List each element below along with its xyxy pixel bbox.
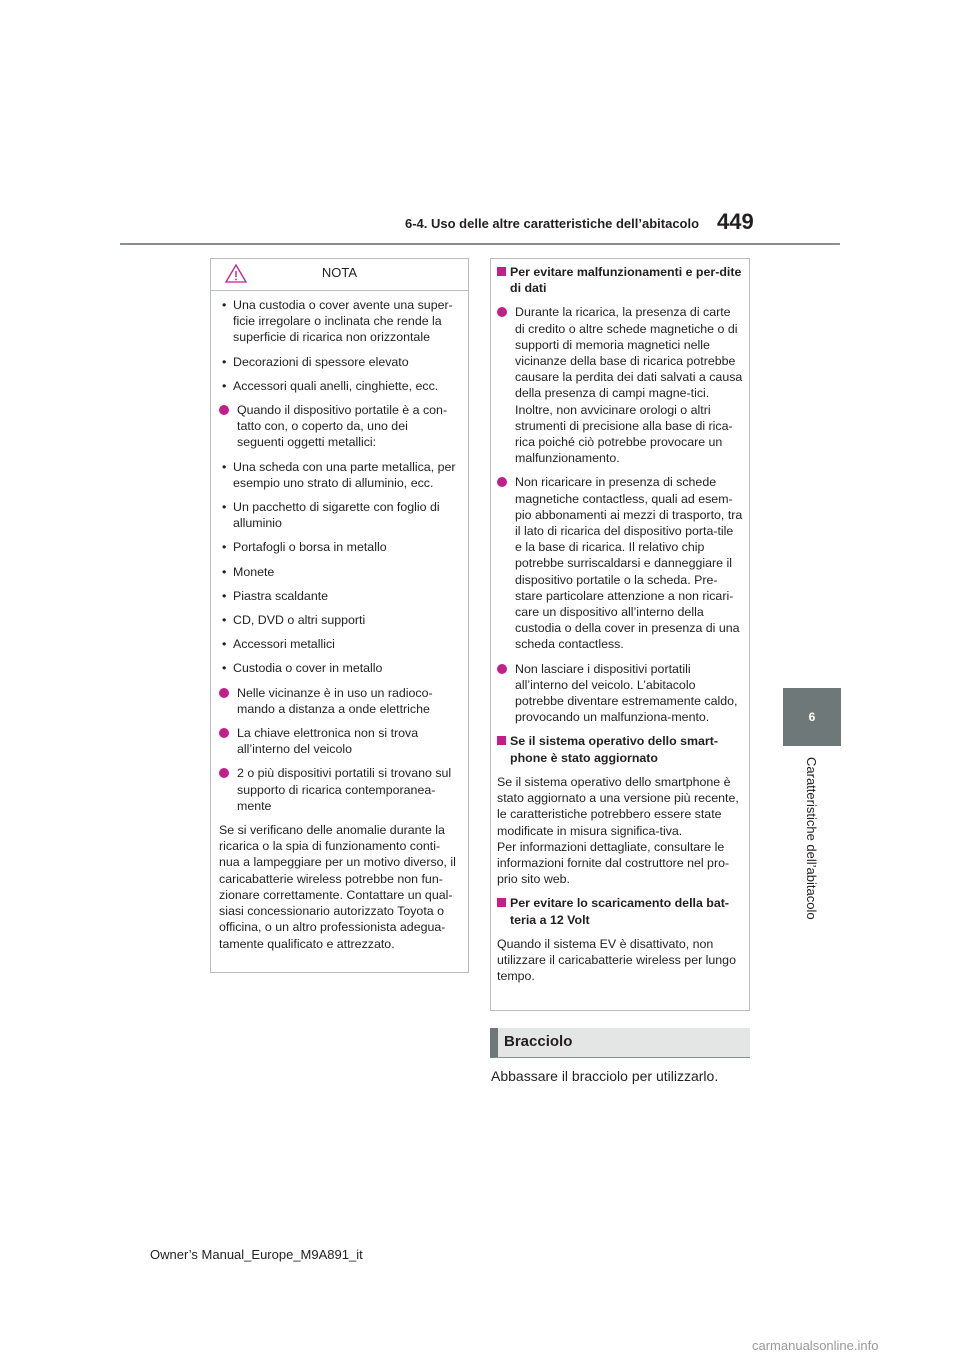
- note-heading: [211, 259, 468, 291]
- bullet-square-icon: [497, 736, 506, 745]
- armrest-instruction: Abbassare il bracciolo per utilizzarlo.: [491, 1068, 719, 1084]
- header-rule: [120, 243, 840, 245]
- list-item: • CD, DVD o altri supporti: [222, 613, 366, 628]
- bullet-circle-icon: [497, 477, 507, 487]
- paragraph: Quando il sistema EV è disattivato, non utilizzare il caricabatterie wireless per lungo tempo.: [497, 936, 736, 984]
- list-item: Quando il dispositivo portatile è a con-tatto con, o coperto da, uno dei seguenti oggetti metallici:: [219, 402, 456, 451]
- note-paragraph: Se si verificano delle anomalie durante la ricarica o la spia di funzionamento conti-nua a lampeggiare per un motivo diverso, il caricabatterie wireless potrebbe non fun-zionare correttamente. Contattare un qual-siasi concessionario autorizzato Toyota o officina, o un altro professionista adegua-tamente qualificato e attrezzato.: [219, 823, 456, 951]
- chapter-tab: [783, 688, 841, 746]
- bullet-circle-icon: [219, 405, 229, 415]
- section-heading-bracciolo: Bracciolo: [490, 1028, 750, 1058]
- bullet-square-icon: [497, 898, 506, 907]
- list-item: Durante la ricarica, la presenza di carte di credito o altre schede magnetiche o di supporti di memoria magnetici nelle vicinanze della base di ricarica potrebbe causare la perdita dei dati salvati a causa della presenza di campi magne-tici. Inoltre, non avvicinare orologi o altri strumenti di precisione alla base di rica-rica poiché ciò potrebbe provocare un malfunzionamento.: [497, 304, 743, 466]
- list-item: • Una custodia o cover avente una super-ficie irregolare o inclinata che rende la superficie di ricarica non orizzontale: [222, 298, 453, 345]
- caution-box: [490, 258, 750, 1011]
- subheading: Per evitare malfunzionamenti e per-dite di dati: [497, 264, 743, 296]
- list-item: • Portafogli o borsa in metallo: [222, 540, 387, 555]
- footer-manual-id: Owner’s Manual_Europe_M9A891_it: [150, 1247, 363, 1262]
- list-item: • Accessori metallici: [222, 637, 335, 652]
- list-item: Nelle vicinanze è in uso un radioco-mando a distanza a onde elettriche: [219, 685, 456, 717]
- note-heading-label: NOTA: [321, 265, 358, 280]
- chapter-label: Caratteristiche dell’abitacolo: [804, 757, 819, 920]
- list-item: Non ricaricare in presenza di schede magnetiche contactless, quali ad esem-pio abbonamenti ai mezzi di trasporto, tra il lato di ricarica del dispositivo porta-tile e la base di ricarica. Il relativo chip potrebbe surriscaldarsi e danneggiare il dispositivo portatile o la scheda. Pre-stare particolare attenzione a non ricari-care un dispositivo all’interno della custodia o della cover in presenza di una scheda contactless.: [497, 474, 743, 652]
- list-item: • Accessori quali anelli, cinghiette, ecc.: [222, 378, 439, 393]
- watermark: carmanualsonline.info: [752, 1338, 879, 1353]
- note-box: [210, 258, 469, 973]
- warning-triangle-icon: [225, 264, 247, 293]
- bullet-circle-icon: [497, 307, 507, 317]
- page-number: 449: [717, 209, 754, 234]
- list-item: • Piastra scaldante: [222, 588, 329, 603]
- list-item: • Decorazioni di spessore elevato: [222, 354, 409, 369]
- paragraph: Se il sistema operativo dello smartphone è stato aggiornato a una versione più recente, le caratteristiche potrebbero essere state modificate in misura significa-tiva. Per informazioni dettagliate, consultare le informazioni fornite dal costruttore nel pro-prio sito web.: [497, 774, 739, 887]
- section-title: 6-4. Uso delle altre caratteristiche dell’abitacolo: [405, 216, 700, 231]
- list-item: • Una scheda con una parte metallica, per esempio uno strato di alluminio, ecc.: [222, 459, 456, 490]
- list-item: • Un pacchetto di sigarette con foglio di alluminio: [222, 500, 440, 531]
- subheading: Per evitare lo scaricamento della bat-teria a 12 Volt: [497, 895, 743, 927]
- list-item: • Monete: [222, 564, 275, 579]
- list-item: 2 o più dispositivi portatili si trovano sul supporto di ricarica contemporanea-mente: [219, 765, 456, 814]
- subheading: Se il sistema operativo dello smart-phone è stato aggiornato: [497, 733, 743, 765]
- list-item: La chiave elettronica non si trova all’interno del veicolo: [219, 725, 456, 757]
- bullet-square-icon: [497, 267, 506, 276]
- list-item: • Custodia o cover in metallo: [222, 661, 383, 676]
- bullet-circle-icon: [219, 728, 229, 738]
- bullet-circle-icon: [497, 664, 507, 674]
- bullet-circle-icon: [219, 768, 229, 778]
- bullet-circle-icon: [219, 688, 229, 698]
- chapter-number: 6: [808, 710, 816, 724]
- list-item: Non lasciare i dispositivi portatili all’interno del veicolo. L’abitacolo potrebbe diventare estremamente caldo, provocando un malfunziona-mento.: [497, 661, 743, 726]
